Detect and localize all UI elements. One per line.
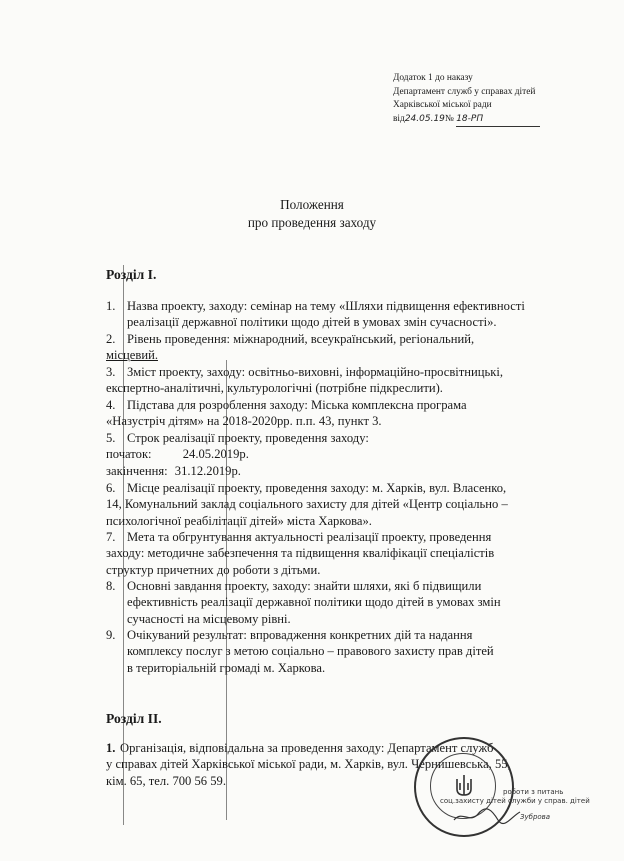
list-item bbox=[106, 578, 586, 627]
item-line: заходу: методичне забезпечення та підвищення кваліфікації спеціалістів bbox=[106, 546, 495, 561]
item-line: структур причетних до роботи з дітьми. bbox=[106, 562, 321, 577]
trident-icon bbox=[453, 773, 475, 799]
item-line: місцевий. bbox=[106, 348, 158, 363]
header-date-line bbox=[393, 113, 540, 128]
start-date: 24.05.2019р. bbox=[182, 447, 249, 462]
item-line: Строк реалізації проекту, проведення заходу: bbox=[127, 431, 369, 445]
item-number: 7. bbox=[106, 530, 116, 544]
item-number: 4. bbox=[106, 398, 116, 412]
item-number: 1. bbox=[106, 741, 116, 755]
end-label: закінчення: bbox=[106, 463, 168, 478]
list-item bbox=[106, 298, 586, 331]
list-item bbox=[106, 397, 586, 430]
item-number: 6. bbox=[106, 481, 116, 495]
header-line: Департамент служб у справах дітей bbox=[393, 86, 536, 97]
item-number: 5. bbox=[106, 431, 116, 445]
item-line: Організація, відповідальна за проведення заходу: Департамент служб bbox=[120, 741, 494, 755]
item-line: Основні завдання проекту, заходу: знайти шляхи, які б підвищили bbox=[127, 579, 482, 593]
stamp-text: роботи з питань bbox=[503, 788, 564, 796]
item-line: Очікуваний результат: впровадження конкретних дій та надання bbox=[127, 628, 473, 642]
item-line: Рівень проведення: міжнародний, всеукраїнський, регіональний, bbox=[127, 332, 475, 346]
item-line: Назва проекту, заходу: семінар на тему «Шляхи підвищення ефективності bbox=[127, 299, 525, 313]
item-number: 1. bbox=[106, 299, 116, 313]
item-number: 9. bbox=[106, 628, 116, 642]
end-date-row bbox=[106, 463, 586, 479]
list-item bbox=[106, 331, 586, 364]
header-number-label: № bbox=[444, 113, 454, 124]
handwritten-date: 24.05.19 bbox=[404, 113, 445, 124]
list-item bbox=[106, 627, 586, 676]
item-line: 14, Комунальний заклад соціального захисту для дітей «Центр соціально – bbox=[106, 497, 508, 512]
list-item bbox=[106, 430, 586, 479]
header-line: Харківської міської ради bbox=[393, 100, 492, 111]
stamp-text: соц.захисту дітей служби у справ. дітей bbox=[440, 797, 590, 805]
item-line: ефективність реалізації державної політики щодо дітей в умовах змін bbox=[127, 595, 501, 610]
item-number: 2. bbox=[106, 332, 116, 346]
item-number: 3. bbox=[106, 365, 116, 379]
item-line: Мета та обгрунтування актуальності реалізації проекту, проведення bbox=[127, 530, 492, 544]
item-line: комплексу послуг з метою соціально – правового захисту прав дітей bbox=[127, 644, 494, 659]
end-date: 31.12.2019р. bbox=[174, 463, 241, 478]
header-from-label: від bbox=[393, 113, 405, 124]
item-line: в територіальній громаді м. Харкова. bbox=[127, 660, 326, 675]
section-heading: Розділ II. bbox=[106, 711, 162, 726]
signature-scribble bbox=[452, 806, 522, 826]
list-item bbox=[106, 364, 586, 397]
item-line: «Назустріч дітям» на 2018-2020рр. п.п. 43, пункт 3. bbox=[106, 414, 382, 429]
item-line: Зміст проекту, заходу: освітньо-виховні, інформаційно-просвітницькі, bbox=[127, 365, 504, 379]
list-item bbox=[106, 740, 586, 789]
signature-name: Зуброва bbox=[520, 813, 551, 821]
title-line: про проведення заходу bbox=[247, 215, 377, 230]
title-line: Положення bbox=[280, 197, 344, 212]
item-line: Місце реалізації проекту, проведення заходу: м. Харків, вул. Власенко, bbox=[127, 481, 507, 495]
item-line: у справах дітей Харківської міської ради, м. Харків, вул. Чернишевська, 55, bbox=[106, 757, 511, 772]
item-line: кім. 65, тел. 700 56 59. bbox=[106, 773, 226, 788]
list-item bbox=[106, 480, 586, 529]
item-line: експертно-аналітичні, культурологічні (потрібне підкреслити). bbox=[106, 381, 443, 396]
item-line: сучасності на місцевому рівні. bbox=[127, 611, 291, 626]
item-number: 8. bbox=[106, 579, 116, 593]
item-line: психологічної реабілітації дітей» міста Харкова». bbox=[106, 513, 372, 528]
start-label: початок: bbox=[106, 447, 152, 462]
item-line: Підстава для розроблення заходу: Міська комплексна програма bbox=[127, 398, 467, 412]
list-item bbox=[106, 529, 586, 578]
document-title bbox=[0, 196, 624, 232]
start-date-row bbox=[106, 446, 586, 462]
order-header bbox=[393, 72, 540, 127]
section-heading: Розділ I. bbox=[106, 267, 157, 282]
header-line: Додаток 1 до наказу bbox=[393, 73, 473, 83]
item-line: реалізації державної політики щодо дітей в умовах змін сучасності». bbox=[127, 315, 497, 330]
handwritten-number: 18-РП bbox=[456, 113, 540, 128]
